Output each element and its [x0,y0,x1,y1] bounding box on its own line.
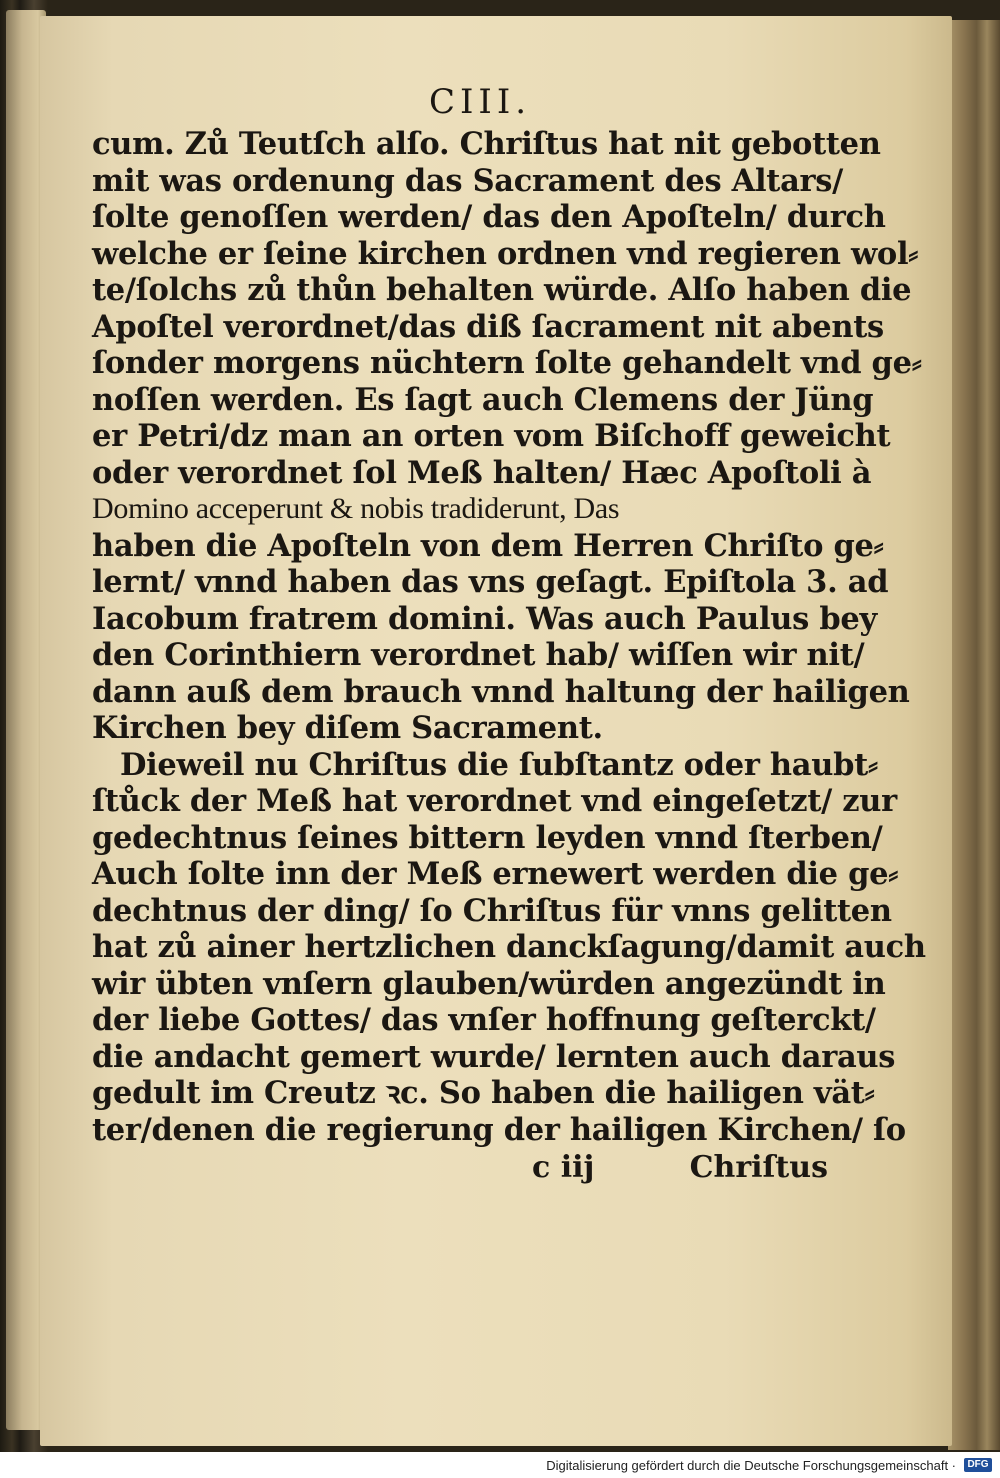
page-foot [92,1148,828,1188]
text-line: welche er ſeine kirchen ordnen vnd regieren wol⸗ [92,235,919,272]
text-line: Domino acceperunt & nobis tradiderunt, Das [92,492,620,525]
text-line: Kirchen bey diſem Sacrament. [92,710,603,746]
text-line: mit was ordenung das Sacrament des Altars/ [92,162,844,199]
text-line: ſonder morgens nüchtern ſolte gehandelt vnd ge⸗ [92,345,922,381]
text-line: gedechtnus ſeines bittern leyden vnnd ſterben/ [92,819,883,856]
text-line: Auch ſolte inn der Meß ernewert werden die ge⸗ [92,856,899,892]
text-line: Iacobum fratrem domini. Was auch Paulus bey [92,600,877,637]
text-line: Dieweil nu Chriſtus die ſubſtantz oder haubt⸗ [120,746,878,783]
text-line: oder verordnet ſol Meß halten/ Hæc Apoſtoli à [92,454,872,491]
text-line: cum. Zů Teutſch alſo. Chriſtus hat nit gebotten [92,126,881,162]
text-line: wir übten vnſern glauben/würden angezündt in [92,965,886,1002]
text-line: der liebe Gottes/ das vnſer hoffnung geſterckt/ [92,1002,876,1038]
funding-credit: Digitalisierung gefördert durch die Deutsche Forschungsgemeinschaft · [546,1458,956,1473]
text-line: te/ſolchs zů thůn behalten würde. Alſo haben die [92,272,912,308]
signature-mark: c iij [532,1150,595,1185]
text-line: ter/denen die regierung der hailigen Kirchen/ ſo [92,1111,906,1148]
text-line: dechtnus der ding/ ſo Chriſtus für vnns gelitten [92,892,892,929]
digitization-footer [0,1452,1000,1478]
text-line: ſolte genoſſen werden/ das den Apoſteln/ durch [92,199,886,235]
folio-number: CIII. [428,82,532,122]
text-line: lernt/ vnnd haben das vns geſagt. Epiſtola 3. ad [92,564,889,600]
dfg-logo: DFG [964,1458,992,1472]
text-line: die andacht gemert wurde/ lernten auch daraus [92,1038,896,1075]
text-line: noſſen werden. Es ſagt auch Clemens der Jüng [92,381,874,418]
text-line: haben die Apoſteln von dem Herren Chriſto ge⸗ [92,527,884,564]
text-line: den Corinthiern verordnet hab/ wiſſen wir nit/ [92,637,865,673]
right-page-stack [948,20,1000,1450]
page-text [92,82,926,1188]
text-line: ſtůck der Meß hat verordnet vnd eingeſetzt/ zur [92,783,897,819]
catchword: Chriſtus [689,1150,828,1185]
text-line: hat zů ainer hertzlichen danckſagung/damit auch [92,929,926,965]
text-line: er Petri/dz man an orten vom Biſchoff geweicht [92,418,891,454]
text-line: gedult im Creutz ꝛc. So haben die hailigen vät⸗ [92,1075,875,1111]
text-line: dann auß dem brauch vnnd haltung der hailigen [92,673,910,710]
text-line: Apoſtel verordnet/das diß ſacrament nit abents [92,308,884,345]
